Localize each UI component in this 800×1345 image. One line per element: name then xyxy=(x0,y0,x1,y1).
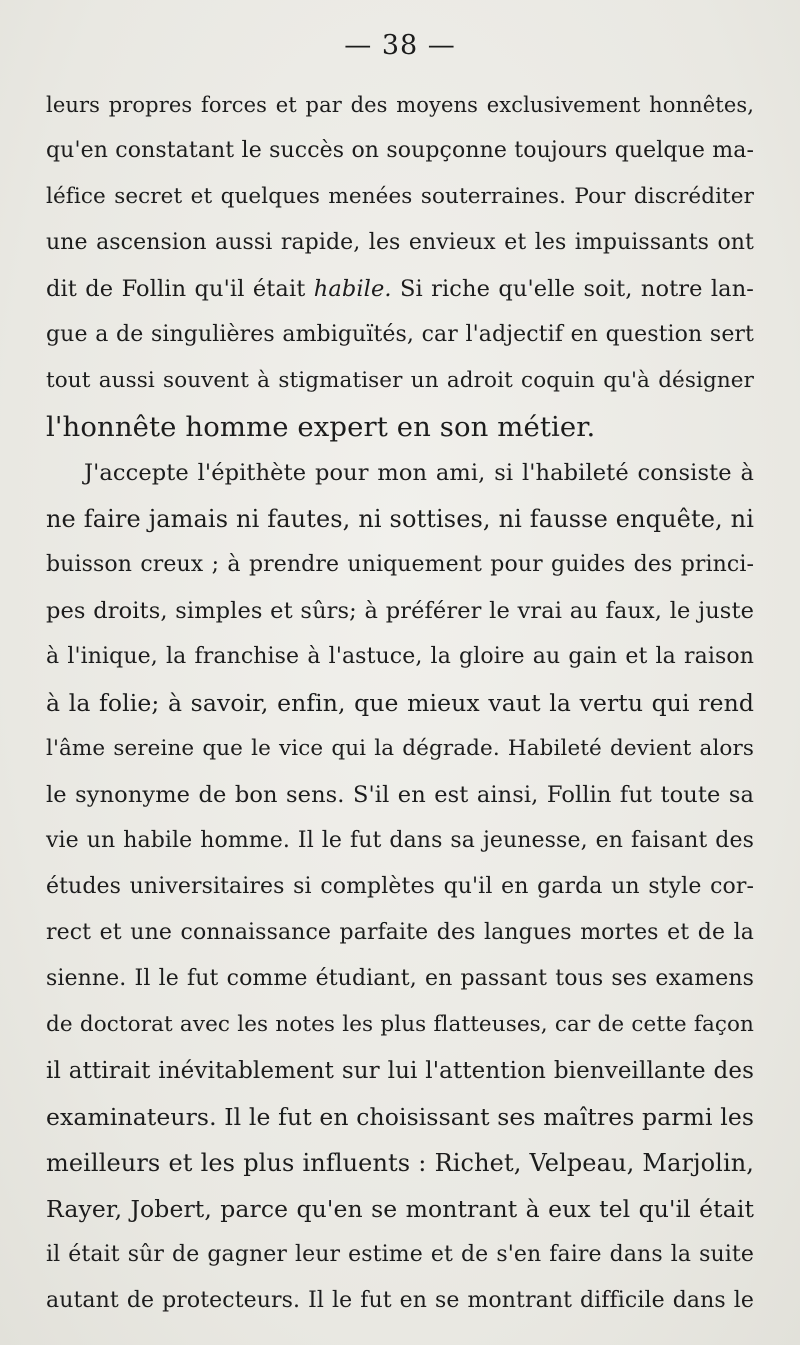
italic-word: habile. xyxy=(313,276,392,302)
text-line: Rayer, Jobert, parce qu'en se montrant à eux tel qu'il était xyxy=(46,1195,754,1223)
text-line: rect et une connaissance parfaite des langues mortes et de la xyxy=(46,920,754,945)
text-line: pes droits, simples et sûrs; à préférer le vrai au faux, le juste xyxy=(46,598,754,624)
text-line: à la folie; à savoir, enfin, que mieux vaut la vertu qui rend xyxy=(46,689,754,717)
text-line: tout aussi souvent à stigmatiser un adroit coquin qu'à désigner xyxy=(46,368,754,393)
text-line: l'âme sereine que le vice qui la dégrade. Habileté devient alors xyxy=(46,736,754,761)
text-line: buisson creux ; à prendre uniquement pour guides des princi- xyxy=(46,552,754,577)
text-line: dit de Follin qu'il était habile. Si riche qu'elle soit, notre lan- xyxy=(46,276,754,302)
text-line: sienne. Il le fut comme étudiant, en passant tous ses examens xyxy=(46,966,754,991)
text-line: à l'inique, la franchise à l'astuce, la gloire au gain et la raison xyxy=(46,644,754,669)
text-line: J'accepte l'épithète pour mon ami, si l'habileté consiste à xyxy=(84,460,754,486)
text-line: une ascension aussi rapide, les envieux et les impuissants ont xyxy=(46,230,754,255)
text-line: léfice secret et quelques menées souterraines. Pour discréditer xyxy=(46,184,754,209)
text-line: meilleurs et les plus influents : Richet, Velpeau, Marjolin, xyxy=(46,1149,754,1177)
text-line: qu'en constatant le succès on soupçonne toujours quelque ma- xyxy=(46,138,754,163)
text-line: études universitaires si complètes qu'il en garda un style cor- xyxy=(46,874,754,899)
text-line: ne faire jamais ni fautes, ni sottises, ni fausse enquête, ni xyxy=(46,505,754,533)
text-line: vie un habile homme. Il le fut dans sa jeunesse, en faisant des xyxy=(46,828,754,853)
text-line: le synonyme de bon sens. S'il en est ainsi, Follin fut toute sa xyxy=(46,782,754,808)
text-line: examinateurs. Il le fut en choisissant ses maîtres parmi les xyxy=(46,1103,754,1131)
text-line: autant de protecteurs. Il le fut en se montrant difficile dans le xyxy=(46,1288,754,1313)
text-line: il attirait inévitablement sur lui l'attention bienveillante des xyxy=(46,1058,754,1084)
text-line: il était sûr de gagner leur estime et de s'en faire dans la suite xyxy=(46,1242,754,1267)
page-number: — 38 — xyxy=(344,30,456,61)
text-line: leurs propres forces et par des moyens exclusivement honnêtes, xyxy=(46,93,754,117)
text-line: gue a de singulières ambiguïtés, car l'adjectif en question sert xyxy=(46,322,754,347)
text-line: de doctorat avec les notes les plus flatteuses, car de cette façon xyxy=(46,1012,754,1037)
text-line: l'honnête homme expert en son métier. xyxy=(46,411,596,443)
